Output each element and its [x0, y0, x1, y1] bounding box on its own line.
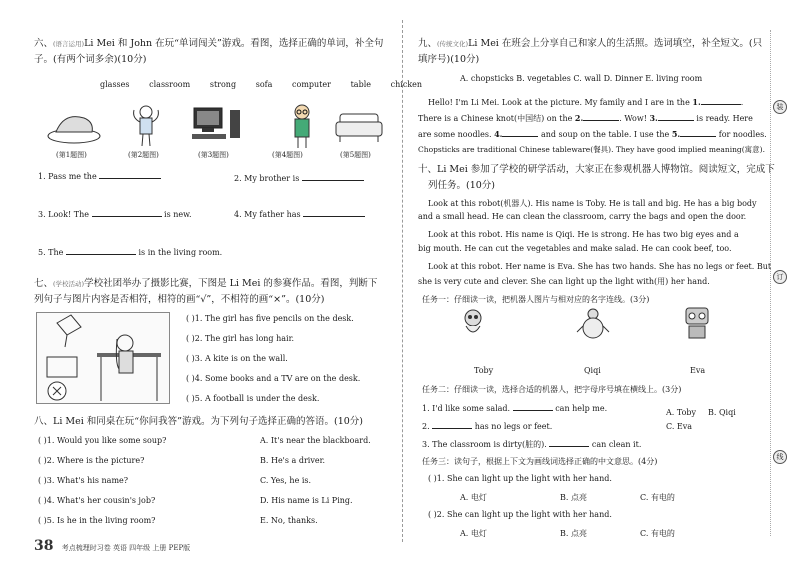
girl-at-desk-icon	[37, 313, 171, 405]
page-number: 38	[34, 538, 54, 554]
word: sofa	[255, 80, 273, 89]
task2-option-a: A. Toby	[666, 408, 697, 417]
answer-blank[interactable]	[303, 208, 365, 217]
answer-blank[interactable]	[302, 172, 364, 181]
word: computer	[292, 80, 331, 89]
answer-blank[interactable]	[502, 128, 538, 137]
task3-q2: ( )2. She can light up the light with her hand.	[428, 510, 612, 519]
task3-q2-opt-b: B. 点亮	[560, 529, 587, 538]
answer-blank[interactable]	[66, 246, 136, 255]
caption-4: (第4题图)	[272, 151, 303, 159]
answer-blank[interactable]	[432, 420, 472, 429]
sofa-icon	[336, 114, 382, 142]
footer-text: 考点梳理时习卷 英语 四年级 上册 PEP版	[61, 544, 191, 552]
answer-blank[interactable]	[99, 170, 161, 179]
s8-answer-b: B. He's a driver.	[260, 456, 326, 465]
gutter-mark: 装	[773, 100, 787, 114]
answer-blank[interactable]	[680, 128, 716, 137]
word: classroom	[149, 80, 191, 89]
man-with-glasses-icon	[295, 105, 309, 148]
binding-gutter	[770, 30, 792, 536]
s6-q4: 4. My father has	[234, 208, 365, 219]
caption-2: (第2题图)	[128, 151, 159, 159]
section-9-heading-cont: 填序号)(10分)	[418, 54, 480, 65]
caption-5: (第5题图)	[340, 151, 371, 159]
picture-row	[34, 100, 384, 152]
s7-item-5: ( )5. A football is under the desk.	[186, 394, 320, 403]
chicken-icon	[48, 117, 100, 143]
s7-item-3: ( )3. A kite is on the wall.	[186, 354, 288, 363]
s6-q1: 1. Pass me the	[38, 172, 161, 181]
word: glasses	[100, 80, 130, 89]
robot-name-eva: Eva	[690, 366, 706, 375]
s9-para-line-3: are some noodles. 4. and soup on the table. I use the 5. for noodles.	[418, 129, 767, 139]
s8-question-1: ( )1. Would you like some soup?	[38, 436, 167, 445]
robot-para-2b: big mouth. He can cut the vegetables and make salad. He can cook beef, too.	[418, 244, 732, 253]
word: chicken	[390, 80, 423, 89]
section-text: Li Mei 和 John 在玩“单词闯关”游戏。看图，选择正确的单词，补全句	[84, 38, 384, 49]
task2-q3: 3. The classroom is dirty(脏的). can clean it.	[422, 440, 642, 449]
word-bank	[100, 80, 422, 89]
answer-blank[interactable]	[513, 402, 553, 411]
s8-answer-a: A. It's near the blackboard.	[260, 436, 371, 445]
s8-answer-e: E. No, thanks.	[260, 516, 318, 525]
answer-blank[interactable]	[658, 112, 694, 121]
task-1: 任务一：仔细读一读，把机器人图片与相对应的名字连线。(3分)	[422, 295, 650, 304]
right-column	[418, 24, 775, 538]
s9-para-line-1: Hello! I'm Li Mei. Look at the picture. My family and I are in the 1. .	[428, 97, 744, 107]
section-10-heading: 十、Li Mei 参加了学校的研学活动，大家正在参观机器人博物馆。阅读短文，完成下	[418, 164, 775, 175]
s8-question-2: ( )2. Where is the picture?	[38, 456, 145, 465]
task2-q1: 1. I'd like some salad. can help me.	[422, 404, 608, 413]
robot-name-toby: Toby	[474, 366, 494, 375]
robot-eva-icon	[458, 308, 488, 340]
robot-para-2: Look at this robot. His name is Qiqi. He is strong. He has two big eyes and a	[428, 230, 739, 239]
s7-item-2: ( )2. The girl has long hair.	[186, 334, 295, 343]
s8-answer-c: C. Yes, he is.	[260, 476, 312, 485]
s6-q3: 3. Look! The is new.	[38, 210, 192, 219]
s9-para-line-4: Chopsticks are traditional Chinese tableware(餐具). They have good implied meaning(寓意).	[418, 145, 765, 154]
task3-q1-opt-c: C. 有电的	[640, 493, 675, 502]
s6-q5: 5. The is in the living room.	[38, 248, 223, 257]
robot-para-3: Look at this robot. Her name is Eva. She has two hands. She has no legs or feet. But	[428, 262, 772, 271]
section-7-heading: 七、(学校活动)学校社团举办了摄影比赛，下图是 Li Mei 的参赛作品。看图，判断下	[34, 278, 378, 289]
s8-question-3: ( )3. What's his name?	[38, 476, 129, 485]
robot-name-qiqi: Qiqi	[584, 366, 601, 375]
gutter-mark: 订	[773, 270, 787, 284]
answer-blank[interactable]	[549, 438, 589, 447]
robot-para-3b: she is very cute and clever. She can light up the light with(用) her hand.	[418, 277, 710, 286]
girl-at-desk-picture	[36, 312, 170, 404]
answer-blank[interactable]	[701, 96, 741, 105]
s8-question-4: ( )4. What's her cousin's job?	[38, 496, 156, 505]
task3-q2-opt-a: A. 电灯	[460, 529, 487, 538]
word: strong	[209, 80, 237, 89]
task2-q2: 2. has no legs or feet.	[422, 422, 553, 431]
task-2: 任务二：仔细读一读，选择合适的机器人，把字母序号填在横线上。(3分)	[422, 385, 682, 394]
s9-para-line-2: There is a Chinese knot(中国结) on the 2. . Wow! 3. is ready. Here	[418, 113, 753, 123]
robot-para-1: Look at this robot(机器人). His name is Toby. He is tall and big. He has a big body	[428, 199, 757, 208]
task-3: 任务三：读句子，根据上下文为画线词选择正确的中文意思。(4分)	[422, 457, 658, 466]
task3-q1-opt-b: B. 点亮	[560, 493, 587, 502]
section-7-heading-cont: 列句子与图片内容是否相符，相符的画“√”，不相符的画“×”。(10分)	[34, 294, 325, 305]
robot-para-1b: and a small head. He can clean the classroom, carry the bags and open the door.	[418, 212, 747, 221]
s9-options: A. chopsticks B. vegetables C. wall D. Dinner E. living room	[460, 74, 703, 83]
task3-q2-opt-c: C. 有电的	[640, 529, 675, 538]
computer-icon	[192, 108, 240, 139]
left-column	[34, 24, 423, 538]
section-8-heading: 八、Li Mei 和同桌在玩“你问我答”游戏。为下列句子选择正确的答语。(10分)	[34, 416, 364, 427]
section-6-heading	[34, 36, 383, 52]
caption-3: (第3题图)	[198, 151, 229, 159]
s7-item-1: ( )1. The girl has five pencils on the desk.	[186, 314, 354, 323]
answer-blank[interactable]	[583, 112, 619, 121]
section-tag: (语言运用)	[53, 40, 85, 48]
section-9-heading: 九、(传统文化)Li Mei 在班会上分享自己和家人的生活照。选词填空，补全短文。(只	[418, 38, 763, 49]
robot-toby-icon	[576, 306, 610, 340]
section-6-heading-cont: 子。(有两个词多余)(10分)	[34, 54, 147, 65]
page-footer	[34, 538, 190, 554]
word: table	[350, 80, 371, 89]
answer-blank[interactable]	[92, 208, 162, 217]
s7-item-4: ( )4. Some books and a TV are on the desk.	[186, 374, 361, 383]
section-number: 六、	[34, 38, 54, 49]
gutter-mark: 线	[773, 450, 787, 464]
s8-question-5: ( )5. Is he in the living room?	[38, 516, 156, 525]
task2-option-b: B. Qiqi	[708, 408, 736, 417]
robot-qiqi-icon	[680, 306, 714, 340]
task3-q1: ( )1. She can light up the light with her hand.	[428, 474, 612, 483]
column-divider	[402, 20, 403, 542]
task2-option-c: C. Eva	[666, 422, 693, 431]
task3-q1-opt-a: A. 电灯	[460, 493, 487, 502]
caption-1: (第1题图)	[56, 151, 87, 159]
strong-boy-icon	[134, 106, 159, 146]
s8-answer-d: D. His name is Li Ping.	[260, 496, 353, 505]
s6-q2: 2. My brother is	[234, 172, 364, 183]
section-10-heading-cont: 列任务。(10分)	[428, 180, 496, 191]
